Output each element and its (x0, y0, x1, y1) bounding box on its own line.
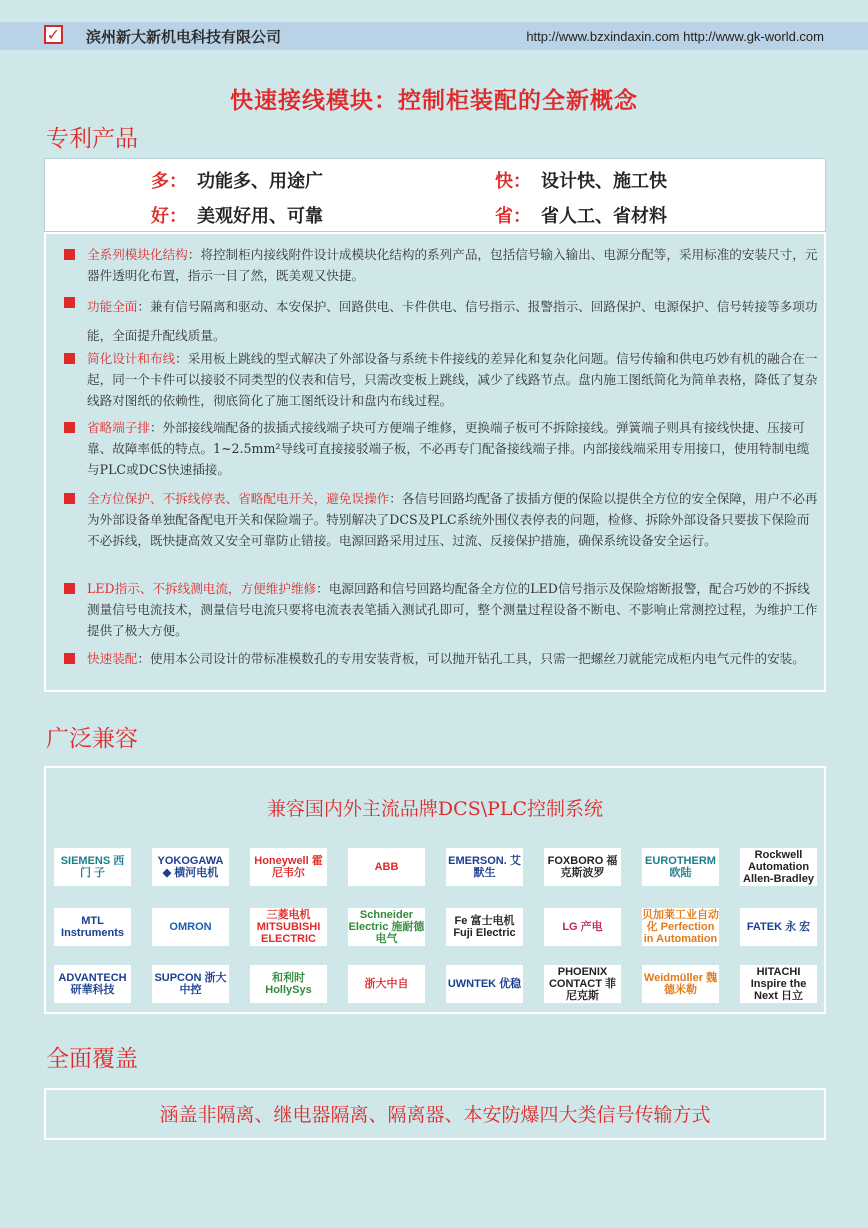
feature-item (151, 202, 323, 228)
section-title-cover: 全面覆盖 (46, 1046, 138, 1072)
feature-item (151, 167, 323, 193)
brand-logo: Weidmüller 魏德米勒 (642, 965, 719, 1003)
paragraph-text: ：电源回路和信号回路均配备全方位的LED信号指示及保险熔断报警，配合巧妙的不拆线测量信号电流技术，测量信号电流只要将电流表表笔插入测试孔即可，整个测量过程设备不断电、不影响止常测控过程，为维护工作提供了极大方便。 (87, 581, 818, 638)
feature-value: 设计快、施工快 (541, 171, 667, 192)
brand-logo: YOKOGAWA ◆ 横河电机 (152, 848, 229, 886)
paragraph-heading: LED指示、不拆线测电流，方便维护维修 (87, 581, 317, 596)
brand-logo: SUPCON 浙大中控 (152, 965, 229, 1003)
brand-logo: Honeywell 霍尼韦尔 (250, 848, 327, 886)
paragraph-text: ：外部接线端配备的拔插式接线端子块可方便端子维修，更换端子板可不拆除接线。弹簧端子则具有接线快捷、压接可靠、故障率低的特点。1~2.5mm²导线可直接接驳端子板，不必再专门配备接线端子排。内部接线端采用专用接口，使用特制电缆与PLC或DCS快速插接。 (87, 420, 810, 477)
brand-logo: EUROTHERM 欧陆 (642, 848, 719, 886)
feature-paragraph (64, 417, 818, 480)
website-urls[interactable]: http://www.bzxindaxin.com http://www.gk-world.com (526, 29, 824, 44)
bullet-square-icon (64, 493, 75, 504)
brand-logo: ADVANTECH 研華科技 (54, 965, 131, 1003)
brand-logo: Fe 富士电机 Fuji Electric (446, 908, 523, 946)
checkmark-icon: ✓ (44, 25, 63, 44)
feature-paragraph (64, 578, 818, 641)
brand-logo: PHOENIX CONTACT 菲尼克斯 (544, 965, 621, 1003)
brand-logo: EMERSON. 艾默生 (446, 848, 523, 886)
bullet-square-icon (64, 653, 75, 664)
bullet-square-icon (64, 297, 75, 308)
brand-logo: Rockwell Automation Allen-Bradley (740, 848, 817, 886)
feature-key: 快： (495, 171, 531, 192)
feature-paragraph (64, 348, 818, 411)
bullet-square-icon (64, 583, 75, 594)
feature-paragraph (64, 648, 818, 669)
paragraph-heading: 简化设计和布线 (87, 351, 176, 366)
feature-value: 功能多、用途广 (197, 171, 323, 192)
cover-text: 涵盖非隔离、继电器隔离、隔离器、本安防爆四大类信号传输方式 (159, 1104, 711, 1126)
brand-logo: UWNTEK 优稳 (446, 965, 523, 1003)
feature-paragraph (64, 488, 818, 551)
paragraph-text: ：将控制柜内接线附件设计成模块化结构的系列产品，包括信号输入输出、电源分配等，采用标准的安装尺寸，元器件透明化布置，指示一目了然，既美观又快捷。 (87, 247, 818, 283)
compat-title: 兼容国内外主流品牌DCS\PLC控制系统 (266, 798, 604, 820)
brand-logo: FOXBORO 福克斯波罗 (544, 848, 621, 886)
feature-paragraph (64, 292, 818, 350)
brand-logo: ABB (348, 848, 425, 886)
paragraph-text: ：采用板上跳线的型式解决了外部设备与系统卡件接线的差异化和复杂化问题。信号传输和供电巧妙有机的融合在一起，同一个卡件可以接驳不同类型的仪表和信号，只需改变板上跳线，减少了线路节点。盘内施工图纸简化为简单表格，降低了复杂线路对图纸的依赖性，彻底简化了施工图纸设计和盘内布线过程。 (87, 351, 818, 408)
feature-value: 美观好用、可靠 (197, 206, 323, 227)
brand-logo: SIEMENS 西 门 子 (54, 848, 131, 886)
paragraph-text: ：兼有信号隔离和驱动、本安保护、回路供电、卡件供电、信号指示、报警指示、回路保护、电源保护、信号转接等多项功能，全面提升配线质量。 (87, 299, 818, 343)
paragraph-heading: 省略端子排 (87, 420, 150, 435)
paragraph-heading: 快速装配 (87, 651, 138, 666)
brand-logo: Schneider Electric 施耐德电气 (348, 909, 425, 945)
brand-logo: 浙大中自 (348, 965, 425, 1003)
features-panel (44, 158, 826, 232)
top-bar (0, 22, 868, 50)
feature-item (495, 202, 667, 228)
paragraph-heading: 功能全面 (87, 299, 138, 314)
section-title-compat: 广泛兼容 (46, 726, 138, 752)
paragraph-heading: 全方位保护、不拆线停表、省略配电开关，避免误操作 (87, 491, 390, 506)
cover-panel (44, 1088, 826, 1140)
bullet-square-icon (64, 422, 75, 433)
brand-logo: HITACHI Inspire the Next 日立 (740, 965, 817, 1003)
feature-key: 省： (495, 206, 531, 227)
feature-value: 省人工、省材料 (541, 206, 667, 227)
compat-panel (44, 766, 826, 1014)
bullet-square-icon (64, 249, 75, 260)
paragraph-text: ：使用本公司设计的带标准模数孔的专用安装背板，可以抛开钻孔工具，只需一把螺丝刀就能完成柜内电气元件的安装。 (137, 651, 805, 666)
brand-logo: LG 产电 (544, 908, 621, 946)
brand-logo: 三菱电机 MITSUBISHI ELECTRIC (250, 908, 327, 946)
feature-paragraph (64, 244, 818, 286)
brand-logo: MTL Instruments (54, 908, 131, 946)
section-title-patent: 专利产品 (46, 126, 138, 152)
brand-logo: FATEK 永 宏 (740, 908, 817, 946)
description-panel (44, 232, 826, 692)
brand-logo: 贝加莱工业自动化 Perfection in Automation (642, 909, 719, 945)
brand-logo: OMRON (152, 908, 229, 946)
company-name: 滨州新大新机电科技有限公司 (86, 28, 282, 46)
paragraph-text: ：各信号回路均配备了拔插方便的保险以提供全方位的安全保障，用户不必再为外部设备单独配备配电开关和保险端子。特别解决了DCS及PLC系统外围仪表停表的问题，检修、拆除外部设备只要拔下保险而不必拆线，既快捷高效又安全可靠防止错接。电源回路采用过压、过流、反接保护措施，确保系统设备安全运行。 (87, 491, 818, 548)
feature-item (495, 167, 667, 193)
feature-key: 多： (151, 171, 187, 192)
feature-key: 好： (151, 206, 187, 227)
page-headline: 快速接线模块：控制柜装配的全新概念 (230, 88, 638, 114)
bullet-square-icon (64, 353, 75, 364)
paragraph-heading: 全系列模块化结构 (87, 247, 188, 262)
brand-logo: 和利时 HollySys (250, 965, 327, 1003)
